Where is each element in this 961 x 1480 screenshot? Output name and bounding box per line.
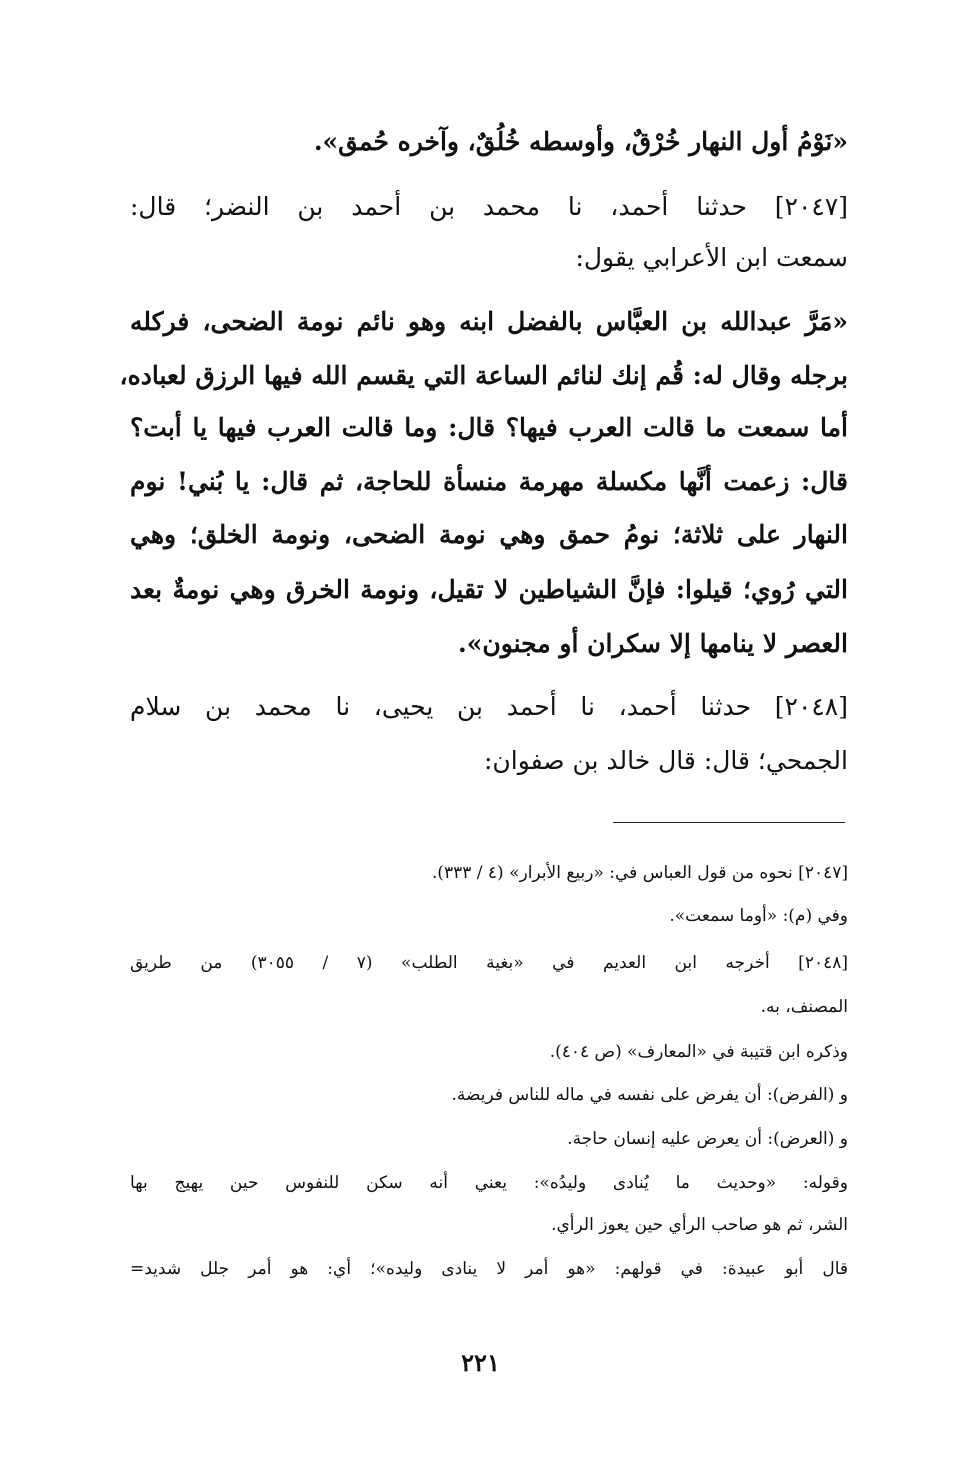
main-text-line: أما سمعت ما قالت العرب فيها؟ قال: وما قالت العرب فيها يا أبت؟ (130, 413, 848, 442)
main-text-line: «نَوْمُ أول النهار خُرْقٌ، وأوسطه خُلُقٌ، وآخره حُمق». (313, 127, 848, 156)
footnote-line: وذكره ابن قتيبة في «المعارف» (ص ٤٠٤). (549, 1042, 848, 1062)
footnote-line: [٢٠٤٧] نحوه من قول العباس في: «ربيع الأبرار» (٤ / ٣٣٣). (431, 863, 848, 883)
main-text-line: سمعت ابن الأعرابي يقول: (575, 243, 848, 272)
main-text-line: الجمحي؛ قال: قال خالد بن صفوان: (483, 746, 848, 775)
main-text-line: [٢٠٤٨] حدثنا أحمد، نا أحمد بن يحيى، نا محمد بن سلام (130, 692, 848, 721)
footnote-line: وفي (م): «أوما سمعت». (669, 906, 848, 926)
main-text-line: النهار على ثلاثة؛ نومُ حمق وهي نومة الضحى، ونومة الخلق؛ وهي (130, 520, 848, 549)
footnote-line: [٢٠٤٨] أخرجه ابن العديم في «بغية الطلب» (٧ / ٣٠٥٥) من طريق (130, 953, 848, 973)
main-text-line: العصر لا ينامها إلا سكران أو مجنون». (458, 629, 848, 658)
main-text-line: برجله وقال له: قُم إنك لنائم الساعة التي يقسم الله فيها الرزق لعباده، (119, 361, 848, 390)
footnote-line: المصنف، به. (760, 997, 848, 1017)
page-number: ٢٢١ (461, 1348, 500, 1377)
main-text-line: التي رُوي؛ قيلوا: فإنَّ الشياطين لا تقيل، ونومة الخرق وهي نومةٌ بعد (130, 575, 848, 604)
main-text-line: [٢٠٤٧] حدثنا أحمد، نا محمد بن أحمد بن النضر؛ قال: (130, 192, 848, 221)
main-text-line: قال: زعمت أنَّها مكسلة مهرمة منسأة للحاجة، ثم قال: يا بُني! نوم (130, 467, 848, 496)
footnote-line: قال أبو عبيدة: في قولهم: «هو أمر لا ينادى وليده»؛ أي: هو أمر جلل شديد= (130, 1259, 848, 1279)
footnote-line: وقوله: «وحديث ما يُنادى وليدُه»: يعني أنه سكن للنفوس حين يهيج بها (130, 1173, 849, 1193)
footnote-line: و (الفرض): أن يفرض على نفسه في ماله للناس فريضة. (451, 1085, 848, 1105)
footnote-line: و (العرض): أن يعرض عليه إنسان حاجة. (567, 1129, 848, 1149)
main-text-line: «مَرَّ عبدالله بن العبَّاس بالفضل ابنه وهو نائم نومة الضحى، فركله (130, 307, 848, 336)
footnote-line: الشر، ثم هو صاحب الرأي حين يعوز الرأي. (551, 1215, 848, 1235)
